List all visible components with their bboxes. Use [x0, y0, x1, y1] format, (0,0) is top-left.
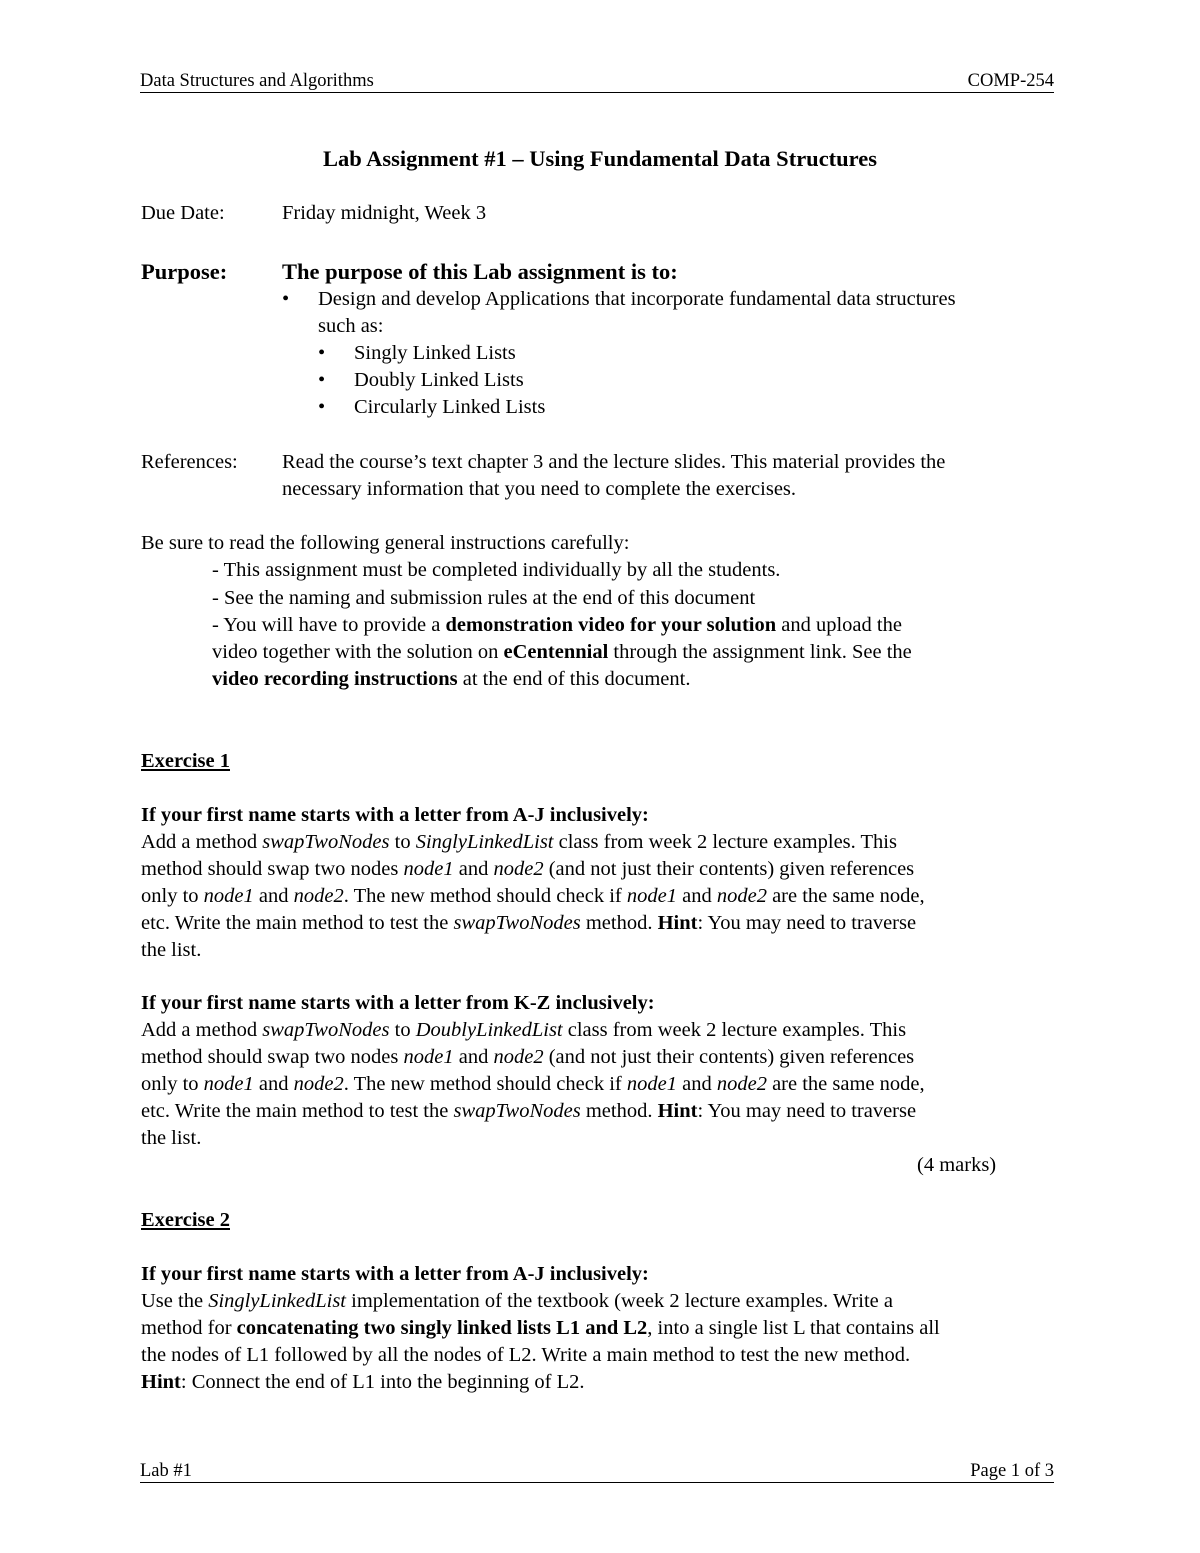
- document-title: Lab Assignment #1 – Using Fundamental Data Structures: [322, 146, 878, 171]
- instructions-intro: Be sure to read the following general instructions carefully:: [141, 532, 630, 554]
- header-code: COMP-254: [967, 71, 1054, 91]
- exercise-1-heading: Exercise 1: [141, 750, 230, 772]
- references-text: Read the course’s text chapter 3 and the lecture slides. This material provides the necessary information that you need to complete the exercises.: [282, 451, 946, 500]
- purpose-bullet-line2: such as:: [318, 315, 384, 337]
- exercise-2-aj-text: Use the SinglyLinkedList implementation of the textbook (week 2 lecture examples. Write a method for concatenating two singly linked lists L1 and L2, into a single list L that contains all the nodes of L1 followed by all the nodes of L2. Write a main method to test the new method. Hint: Connect the end of L1 into the beginning of L2.: [141, 1290, 940, 1393]
- footer-lab: Lab #1: [140, 1461, 192, 1481]
- bullet-glyph: •: [318, 342, 326, 364]
- instruction-item: - This assignment must be completed individually by all the students.: [212, 559, 781, 581]
- footer-page-number: Page 1 of 3: [970, 1461, 1054, 1481]
- page-footer: [140, 1460, 1054, 1483]
- exercise-1-kz-heading: If your first name starts with a letter from K-Z inclusively:: [141, 992, 655, 1014]
- exercise-2-aj-heading: If your first name starts with a letter from A-J inclusively:: [141, 1263, 649, 1285]
- bullet-glyph: •: [318, 369, 326, 391]
- instruction-item-video: - You will have to provide a demonstration video for your solution and upload the video together with the solution on eCentennial through the assignment link. See the video recording instructions at the end of this document.: [212, 614, 912, 690]
- exercise-1-kz-text: Add a method swapTwoNodes to DoublyLinkedList class from week 2 lecture examples. This method should swap two nodes node1 and node2 (and not just their contents) given references only to node1 and node2. The new method should check if node1 and node2 are the same node, etc. Write the main method to test the swapTwoNodes method. Hint: You may need to traverse the list.: [141, 1019, 925, 1149]
- instruction-item: - See the naming and submission rules at the end of this document: [212, 587, 756, 609]
- due-date-label: Due Date:: [141, 202, 225, 224]
- exercise-1-aj-text: Add a method swapTwoNodes to SinglyLinkedList class from week 2 lecture examples. This method should swap two nodes node1 and node2 (and not just their contents) given references only to node1 and node2. The new method should check if node1 and node2 are the same node, etc. Write the main method to test the swapTwoNodes method. Hint: You may need to traverse the list.: [141, 831, 925, 961]
- sub-bullet-text: Doubly Linked Lists: [354, 369, 524, 391]
- purpose-bullet-line1: Design and develop Applications that incorporate fundamental data structures: [318, 288, 956, 310]
- sub-bullet-text: Circularly Linked Lists: [354, 396, 546, 418]
- exercise-1-marks: (4 marks): [917, 1154, 997, 1176]
- exercise-2-heading: Exercise 2: [141, 1209, 230, 1231]
- exercise-1-aj-heading: If your first name starts with a letter from A-J inclusively:: [141, 804, 649, 826]
- due-date-value: Friday midnight, Week 3: [282, 202, 487, 224]
- page-header: [140, 70, 1054, 93]
- purpose-label: Purpose:: [141, 259, 228, 284]
- references-label: References:: [141, 451, 238, 473]
- bullet-glyph: •: [282, 288, 290, 310]
- purpose-heading: The purpose of this Lab assignment is to:: [282, 259, 678, 284]
- bullet-glyph: •: [318, 396, 326, 418]
- header-course: Data Structures and Algorithms: [140, 71, 374, 91]
- sub-bullet-text: Singly Linked Lists: [354, 342, 516, 364]
